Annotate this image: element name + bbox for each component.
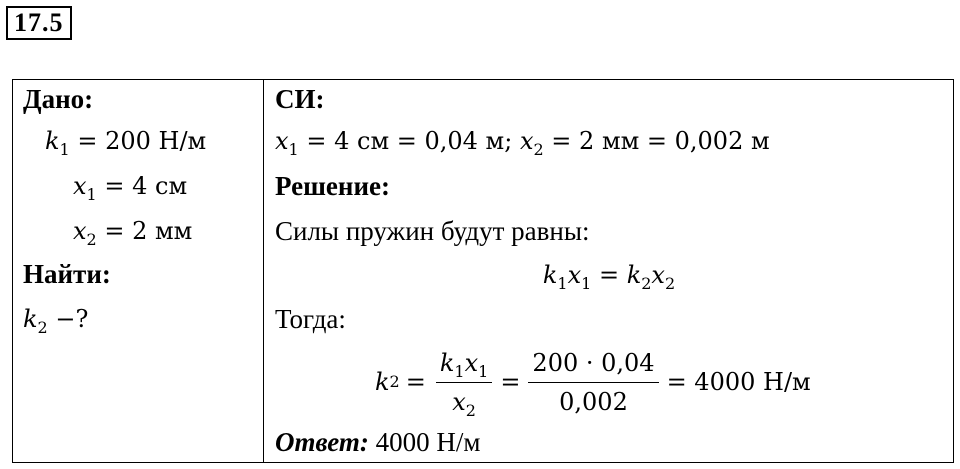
si-x2-subscript: 2 [533,140,544,159]
numeric-numerator: 200 · 0,04 [532,348,655,377]
num-k1-subscript: 1 [454,361,465,381]
k1-value: = 200 Н/м [69,127,207,155]
symbolic-denominator [448,383,480,421]
find-target [23,302,88,336]
answer-line [275,425,480,459]
res-equals-2: = [500,368,521,396]
eq-x2-subscript: 2 [664,274,676,293]
k1-symbol: k [45,127,60,155]
si-x1-symbol: x [275,127,289,155]
given-k1 [45,124,206,158]
answer-value: 4000 Н/м [368,427,481,457]
x2-subscript: 2 [86,230,97,249]
k1-subscript: 1 [59,140,70,159]
res-k2-symbol: k [375,368,390,396]
numeric-denominator: 0,002 [559,387,628,416]
symbolic-numerator [436,344,492,382]
symbolic-fraction [436,344,492,421]
result-formula: k 2 = $\frac{k_1x_1}{x_2}$ = $\frac{200 \cdot 0,04}{0,002}$ = 4000 Н/м [375,342,811,422]
numeric-fraction [528,344,658,421]
column-divider [263,80,264,462]
num-k1-symbol: k [439,348,455,377]
eq-k1-symbol: k [542,261,558,289]
problem-number: 17.5 [6,6,72,40]
given-x1 [73,169,187,203]
num-x1-symbol: x [464,348,479,377]
den-x2-symbol: x [452,387,466,416]
k2-symbol: k [23,305,38,333]
si-heading: СИ: [275,84,325,114]
answer-label: Ответ: [275,427,369,457]
eq-k2-symbol: k [626,261,642,289]
eq-equals: = [591,261,627,289]
eq-k2-subscript: 2 [641,274,652,293]
res-equals-1: = [405,368,426,396]
result-value: = 4000 Н/м [666,368,811,396]
si-x2-symbol: x [519,127,534,155]
num-x1-subscript: 1 [478,361,489,381]
si-x2-conversion: = 2 мм = 0,002 м [543,127,770,155]
solution-text-forces: Силы пружин будут равны: [275,216,590,246]
x1-subscript: 1 [86,185,97,204]
x1-value: = 4 см [96,172,188,200]
eq-k1-subscript: 1 [557,274,568,293]
eq-x1-subscript: 1 [581,274,592,293]
eq-x1-symbol: x [567,261,582,289]
solution-text-then: Тогда: [275,304,346,334]
si-x1-conversion: = 4 см = 0,04 м; [298,127,520,155]
given-column [13,80,263,462]
eq-x2-symbol: x [651,261,665,289]
x2-value: = 2 мм [96,217,193,245]
solution-heading: Решение: [275,171,390,201]
balance-equation [265,258,953,292]
k2-subscript: 2 [37,318,48,337]
find-heading: Найти: [23,259,111,289]
solution-table [12,79,954,463]
x2-symbol: x [73,217,87,245]
solution-column [265,80,953,462]
si-x1-subscript: 1 [288,140,299,159]
given-x2 [73,214,192,248]
given-heading: Дано: [23,84,94,114]
si-conversion [275,124,770,158]
x1-symbol: x [73,172,87,200]
k2-unknown: −? [47,305,89,333]
den-x2-subscript: 2 [465,400,476,420]
